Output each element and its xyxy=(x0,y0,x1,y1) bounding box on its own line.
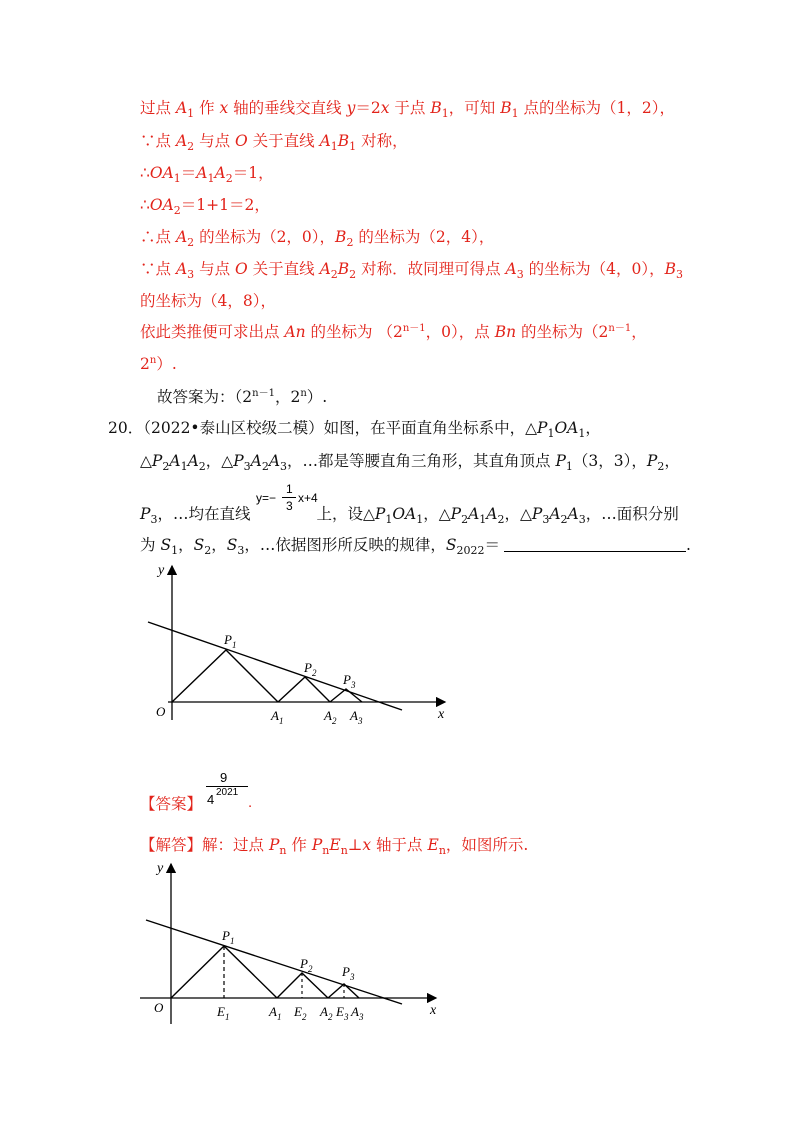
solution-line-9: 2$^n$）. xyxy=(140,355,177,373)
svg-text:A3: $A_3$ xyxy=(351,1004,364,1022)
solution-line-8: 依此类推便可求出点 An 的坐标为 （$2^{n-1}$，0），点 Bn 的坐标为（$2^{n-1}$， xyxy=(140,323,647,341)
svg-text:y: y xyxy=(158,563,165,578)
question-number: 20． xyxy=(108,419,144,437)
question-line-1: 20．（2022•泰山区校级二模）如图，在平面直角坐标系中，$\triangle P_1OA_1$， xyxy=(108,419,601,440)
answer-summary-line: 故答案为：（$2^{n-1}$，2$^n$）. xyxy=(157,388,328,406)
answer-fraction: 9 4 2021 . xyxy=(207,770,253,811)
svg-text:P1: $P_1$ xyxy=(224,632,237,650)
svg-text:O: O xyxy=(156,704,166,719)
analysis-line: 【解答】解：过点 $P_n$ 作 $P_nE_n\perp x$ 轴于点 $E_n$，如图所示. xyxy=(140,836,529,857)
triangle-2 xyxy=(278,677,330,702)
svg-text:A1: $A_1$ xyxy=(269,1004,282,1022)
figure-2 xyxy=(140,858,450,1028)
solution-line-6: ∵点 $A_3$ 与点 O 关于直线 $A_2B_2$ 对称．故同理可得点 $A_3$ 的坐标为（4，0），$B_3$ xyxy=(140,260,684,281)
line-graph xyxy=(148,622,402,710)
question-line-3: $P_3$，…均在直线 上，设$\triangle P_1OA_1$，$\triangle P_2A_1A_2$，$\triangle P_3A_2A_3$，…面积分别 xyxy=(140,505,679,526)
svg-text:P3: $P_3$ xyxy=(342,964,355,982)
question-line-4: 为 $S_1$，$S_2$，$S_3$，…依据图形所反映的规律，$S_{2022}=$ . xyxy=(140,536,691,557)
svg-text:x: x xyxy=(430,1003,437,1018)
svg-text:P2: $P_2$ xyxy=(304,660,317,678)
question-line-2: $\triangle P_2A_1A_2$，$\triangle P_3A_2A_3$，…都是等腰直角三角形，其直角顶点 $P_1(3$，3），$P_2$， xyxy=(140,452,680,473)
line-equation: y=− 1 3 x+4 xyxy=(256,482,318,513)
solution-line-1: 过点 $A_1$ 作 x 轴的垂线交直线 y＝2x 于点 $B_1$，可知 $B_1$ 点的坐标为（1，2）， xyxy=(140,99,675,120)
svg-text:E2: $E_2$ xyxy=(294,1004,307,1022)
solution-line-2: ∵点 $A_2$ 与点 O 关于直线 $A_1B_1$ 对称， xyxy=(140,132,408,153)
svg-text:P3: $P_3$ xyxy=(343,672,356,690)
solution-line-7: 的坐标为（4，8）， xyxy=(140,292,276,310)
svg-text:y: y xyxy=(157,861,164,876)
svg-text:E1: $E_1$ xyxy=(217,1004,230,1022)
line-graph xyxy=(146,920,402,1004)
svg-text:E3: $E_3$ xyxy=(336,1004,349,1022)
svg-text:P1: $P_1$ xyxy=(222,928,235,946)
answer-label: 【答案】 xyxy=(140,795,203,813)
solution-line-3: $\therefore OA_1=A_1A_2=1$， xyxy=(140,164,274,185)
svg-text:A1: $A_1$ xyxy=(271,708,284,726)
answer-blank xyxy=(504,537,686,552)
svg-text:O: O xyxy=(154,1000,164,1015)
svg-text:A2: $A_2$ xyxy=(320,1004,333,1022)
svg-text:A3: $A_3$ xyxy=(350,708,363,726)
svg-text:P2: $P_2$ xyxy=(300,956,313,974)
solution-line-4: $\therefore OA_2=1+1=2$， xyxy=(140,196,270,217)
svg-text:A2: $A_2$ xyxy=(324,708,337,726)
figure-1 xyxy=(140,560,460,730)
triangle-1 xyxy=(172,650,278,702)
svg-text:x: x xyxy=(438,707,445,722)
solution-line-5: ∴点 $A_2$ 的坐标为（2，0），$B_2$ 的坐标为（2，4）， xyxy=(140,228,495,249)
